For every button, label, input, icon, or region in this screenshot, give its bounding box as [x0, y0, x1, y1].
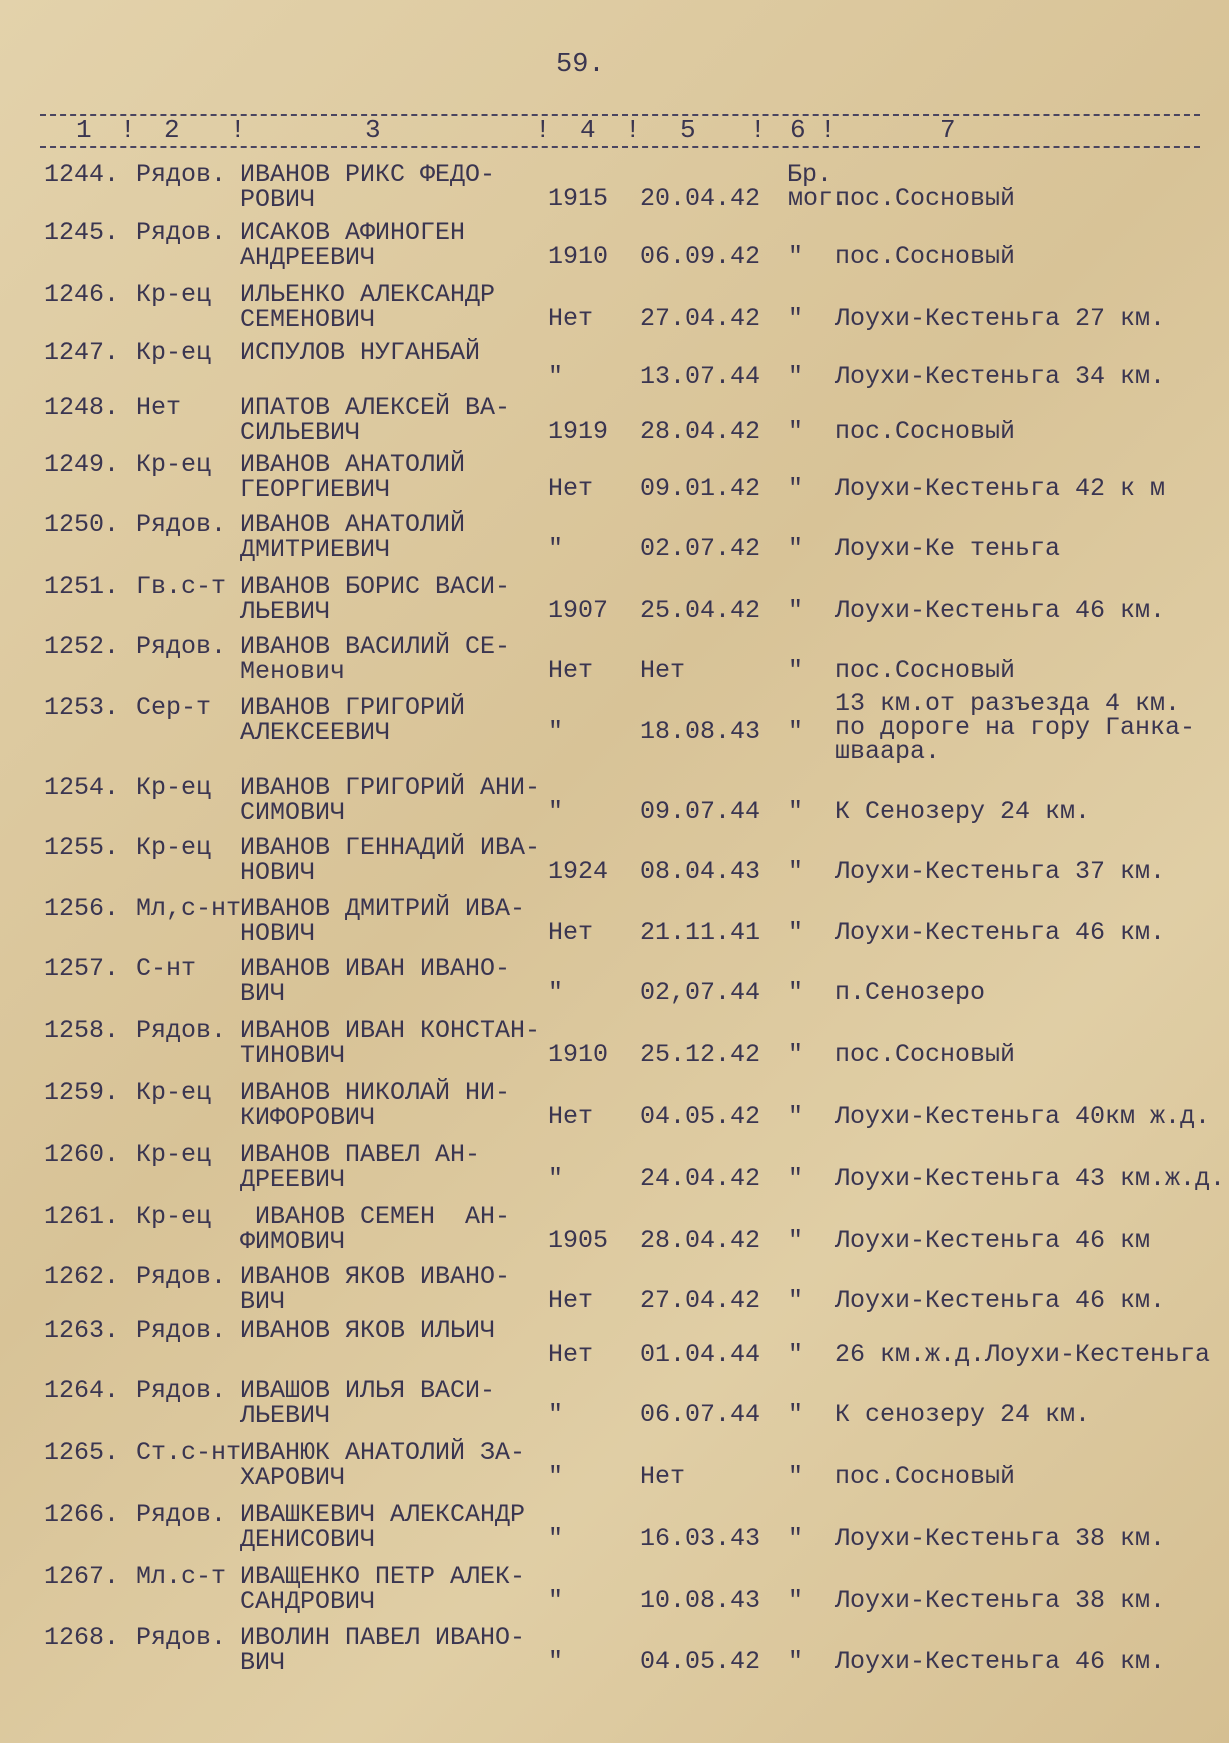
- record-number: 1247.: [44, 338, 120, 367]
- rank: Кр-ец: [136, 833, 212, 862]
- col-sep: !: [820, 115, 836, 145]
- burial-type: ": [788, 596, 804, 625]
- death-date: 06.07.44: [640, 1400, 761, 1429]
- death-date: 20.04.42: [640, 184, 761, 213]
- record-number: 1246.: [44, 280, 120, 309]
- record-number: 1256.: [44, 894, 120, 923]
- rank: Кр-ец: [136, 1140, 212, 1169]
- name-line-1: ИВАШКЕВИЧ АЛЕКСАНДР: [240, 1500, 526, 1529]
- name-line-2: ВИЧ: [240, 1287, 286, 1316]
- birth-year: ": [548, 1647, 564, 1676]
- record-number: 1262.: [44, 1262, 120, 1291]
- birth-year: ": [548, 534, 564, 563]
- burial-type: ": [788, 417, 804, 446]
- name-line-2: ХАРОВИЧ: [240, 1463, 346, 1492]
- burial-type: ": [788, 1164, 804, 1193]
- table-row: [0, 395, 1229, 455]
- table-row: [0, 956, 1229, 1016]
- col-sep: !: [120, 115, 136, 145]
- burial-type: ": [788, 918, 804, 947]
- name-line-1: ИВАНЮК АНАТОЛИЙ ЗА-: [240, 1438, 526, 1467]
- death-date: 27.04.42: [640, 304, 761, 333]
- name-line-2: ВИЧ: [240, 979, 286, 1008]
- name-line-1: ИВАНОВ ПАВЕЛ АН-: [240, 1140, 481, 1169]
- name-line-1: ИВАНОВ БОРИС ВАСИ-: [240, 572, 511, 601]
- name-line-2: ВИЧ: [240, 1648, 286, 1677]
- name-line-1: ИВАНОВ ВАСИЛИЙ СЕ-: [240, 632, 511, 661]
- name-line-1: ИВАНОВ РИКС ФЕДО-: [240, 160, 496, 189]
- rank: Кр-ец: [136, 338, 212, 367]
- rank: Гв.с-т: [136, 572, 227, 601]
- rank: Рядов.: [136, 1623, 227, 1652]
- birth-year: 1924: [548, 857, 609, 886]
- burial-place: пос.Сосновый: [835, 656, 1016, 685]
- birth-year: Нет: [548, 656, 594, 685]
- name-line-1: ИВАНОВ ГРИГОРИЙ АНИ-: [240, 773, 541, 802]
- rank: Рядов.: [136, 1016, 227, 1045]
- name-line-1: ИСПУЛОВ НУГАНБАЙ: [240, 338, 481, 367]
- rank: Рядов.: [136, 160, 227, 189]
- col-sep: !: [230, 115, 246, 145]
- rank: Ст.с-нт: [136, 1438, 242, 1467]
- name-line-1: ИВАНОВ СЕМЕН АН-: [240, 1202, 511, 1231]
- death-date: 28.04.42: [640, 417, 761, 446]
- burial-place: пос.Сосновый: [835, 1462, 1016, 1491]
- header-top-rule: [40, 114, 1200, 116]
- rank: Кр-ец: [136, 773, 212, 802]
- death-date: 08.04.43: [640, 857, 761, 886]
- table-row: [0, 1440, 1229, 1500]
- record-number: 1257.: [44, 954, 120, 983]
- birth-year: Нет: [548, 1286, 594, 1315]
- burial-place: п.Сенозеро: [835, 978, 986, 1007]
- record-number: 1258.: [44, 1016, 120, 1045]
- burial-type: ": [788, 1647, 804, 1676]
- birth-year: ": [548, 1462, 564, 1491]
- name-line-2: НОВИЧ: [240, 919, 316, 948]
- burial-place: Лоухи-Кестеньга 40км ж.д.: [835, 1102, 1211, 1131]
- col-sep: !: [535, 115, 551, 145]
- record-number: 1261.: [44, 1202, 120, 1231]
- name-line-1: ИВАНОВ ЯКОВ ИВАНО-: [240, 1262, 511, 1291]
- burial-place: Лоухи-Кестеньга 27 км.: [835, 304, 1166, 333]
- death-date: 16.03.43: [640, 1524, 761, 1553]
- burial-type: ": [788, 1400, 804, 1429]
- burial-place: пос.Сосновый: [835, 242, 1016, 271]
- name-line-2: ДЕНИСОВИЧ: [240, 1525, 376, 1554]
- burial-type: ": [788, 1102, 804, 1131]
- name-line-2: СЕМЕНОВИЧ: [240, 305, 376, 334]
- record-number: 1267.: [44, 1562, 120, 1591]
- name-line-2: СИЛЬЕВИЧ: [240, 418, 361, 447]
- table-row: [0, 512, 1229, 572]
- death-date: 25.04.42: [640, 596, 761, 625]
- name-line-2: КИФОРОВИЧ: [240, 1103, 376, 1132]
- table-row: [0, 689, 1229, 766]
- name-line-1: ИВАНОВ ИВАН ИВАНО-: [240, 954, 511, 983]
- name-line-2: ЛЬЕВИЧ: [240, 1401, 331, 1430]
- burial-type: ": [788, 1340, 804, 1369]
- birth-year: ": [548, 797, 564, 826]
- burial-type: ": [788, 1226, 804, 1255]
- name-line-2: ТИНОВИЧ: [240, 1041, 346, 1070]
- burial-place: Лоухи-Кестеньга 46 км.: [835, 918, 1166, 947]
- name-line-2: Менович: [240, 657, 346, 686]
- name-line-1: ИВАШОВ ИЛЬЯ ВАСИ-: [240, 1376, 496, 1405]
- death-date: 09.07.44: [640, 797, 761, 826]
- name-line-1: ИВАНОВ НИКОЛАЙ НИ-: [240, 1078, 511, 1107]
- name-line-2: АЛЕКСЕЕВИЧ: [240, 718, 391, 747]
- burial-type: ": [788, 1286, 804, 1315]
- death-date: 04.05.42: [640, 1647, 761, 1676]
- death-date: 02,07.44: [640, 978, 761, 1007]
- rank: С-нт: [136, 954, 197, 983]
- burial-place: 13 км.от разъезда 4 км.: [835, 689, 1181, 718]
- burial-place-line-2: по дороге на гору Ганка-: [835, 713, 1196, 742]
- rank: Сер-т: [136, 693, 212, 722]
- name-line-2: РОВИЧ: [240, 185, 316, 214]
- table-row: [0, 1564, 1229, 1624]
- name-line-2: АНДРЕЕВИЧ: [240, 243, 376, 272]
- birth-year: 1910: [548, 1040, 609, 1069]
- burial-type: ": [788, 362, 804, 391]
- record-number: 1252.: [44, 632, 120, 661]
- table-row: [0, 220, 1229, 280]
- rank: Рядов.: [136, 510, 227, 539]
- burial-type-line-1: Бр.: [787, 160, 833, 189]
- record-number: 1259.: [44, 1078, 120, 1107]
- col-header-4: 4: [580, 115, 596, 145]
- burial-place: К сенозеру 24 км.: [835, 1400, 1091, 1429]
- birth-year: 1910: [548, 242, 609, 271]
- table-row: [0, 1318, 1229, 1378]
- death-date: 02.07.42: [640, 534, 761, 563]
- table-row: [0, 1018, 1229, 1078]
- death-date: 01.04.44: [640, 1340, 761, 1369]
- rank: Нет: [136, 393, 182, 422]
- birth-year: ": [548, 1164, 564, 1193]
- name-line-1: ИПАТОВ АЛЕКСЕЙ ВА-: [240, 393, 511, 422]
- burial-place: Лоухи-Кестеньга 43 км.ж.д.: [835, 1164, 1226, 1193]
- birth-year: 1919: [548, 417, 609, 446]
- birth-year: 1905: [548, 1226, 609, 1255]
- burial-place: Лоухи-Кестеньга 38 км.: [835, 1586, 1166, 1615]
- record-number: 1264.: [44, 1376, 120, 1405]
- birth-year: ": [548, 978, 564, 1007]
- name-line-1: ИСАКОВ АФИНОГЕН: [240, 218, 466, 247]
- death-date: 09.01.42: [640, 474, 761, 503]
- burial-place: Лоухи-Кестеньга 46 км: [835, 1226, 1151, 1255]
- burial-place: Лоухи-Ке теньга: [835, 534, 1061, 563]
- table-row: [0, 574, 1229, 634]
- birth-year: ": [548, 362, 564, 391]
- birth-year: Нет: [548, 1102, 594, 1131]
- name-line-1: ИВАЩЕНКО ПЕТР АЛЕК-: [240, 1562, 526, 1591]
- name-line-1: ИВАНОВ ГРИГОРИЙ: [240, 693, 466, 722]
- burial-type: ": [788, 242, 804, 271]
- burial-place: Лоухи-Кестеньга 42 к м: [835, 474, 1166, 503]
- table-row: [0, 452, 1229, 512]
- birth-year: Нет: [548, 918, 594, 947]
- burial-type: ": [788, 978, 804, 1007]
- name-line-2: ДМИТРИЕВИЧ: [240, 535, 391, 564]
- burial-place: Лоухи-Кестеньга 46 км.: [835, 1286, 1166, 1315]
- burial-place: Лоухи-Кестеньга 46 км.: [835, 1647, 1166, 1676]
- burial-place: 26 км.ж.д.Лоухи-Кестеньга: [835, 1340, 1211, 1369]
- header-bottom-rule: [40, 146, 1200, 148]
- death-date: 06.09.42: [640, 242, 761, 271]
- record-number: 1263.: [44, 1316, 120, 1345]
- death-date: 10.08.43: [640, 1586, 761, 1615]
- col-header-7: 7: [940, 115, 956, 145]
- rank: Рядов.: [136, 218, 227, 247]
- rank: Кр-ец: [136, 1078, 212, 1107]
- table-row: [0, 1142, 1229, 1202]
- col-header-3: 3: [365, 115, 381, 145]
- table-row: [0, 835, 1229, 895]
- birth-year: Нет: [548, 474, 594, 503]
- record-number: 1260.: [44, 1140, 120, 1169]
- name-line-2: НОВИЧ: [240, 858, 316, 887]
- rank: Мл,с-нт: [136, 894, 242, 923]
- name-line-1: ИВАНОВ ДМИТРИЙ ИВА-: [240, 894, 526, 923]
- burial-type: ": [788, 534, 804, 563]
- death-date: 27.04.42: [640, 1286, 761, 1315]
- burial-place: Лоухи-Кестеньга 34 км.: [835, 362, 1166, 391]
- birth-year: Нет: [548, 1340, 594, 1369]
- death-date: Нет: [640, 1462, 686, 1491]
- record-number: 1265.: [44, 1438, 120, 1467]
- burial-type: ": [788, 1586, 804, 1615]
- burial-place-line-3: шваара.: [835, 737, 941, 766]
- death-date: 18.08.43: [640, 717, 761, 746]
- burial-place: пос.Сосновый: [835, 417, 1016, 446]
- birth-year: ": [548, 1524, 564, 1553]
- death-date: 28.04.42: [640, 1226, 761, 1255]
- col-header-2: 2: [164, 115, 180, 145]
- burial-type: ": [788, 304, 804, 333]
- record-number: 1251.: [44, 572, 120, 601]
- death-date: Нет: [640, 656, 686, 685]
- col-sep: !: [625, 115, 641, 145]
- burial-place: Лоухи-Кестеньга 37 км.: [835, 857, 1166, 886]
- record-number: 1249.: [44, 450, 120, 479]
- name-line-1: ИВАНОВ АНАТОЛИЙ: [240, 450, 466, 479]
- burial-type: ": [788, 857, 804, 886]
- rank: Рядов.: [136, 1500, 227, 1529]
- burial-place: Лоухи-Кестеньга 46 км.: [835, 596, 1166, 625]
- table-row: [0, 1080, 1229, 1140]
- record-number: 1250.: [44, 510, 120, 539]
- rank: Рядов.: [136, 1376, 227, 1405]
- birth-year: Нет: [548, 304, 594, 333]
- record-number: 1268.: [44, 1623, 120, 1652]
- record-number: 1266.: [44, 1500, 120, 1529]
- death-date: 24.04.42: [640, 1164, 761, 1193]
- table-row: [0, 896, 1229, 956]
- rank: Рядов.: [136, 632, 227, 661]
- birth-year: ": [548, 1400, 564, 1429]
- name-line-1: ИВАНОВ АНАТОЛИЙ: [240, 510, 466, 539]
- name-line-2: ДРЕЕВИЧ: [240, 1165, 346, 1194]
- record-number: 1255.: [44, 833, 120, 862]
- death-date: 21.11.41: [640, 918, 761, 947]
- burial-place: пос.Сосновый: [835, 1040, 1016, 1069]
- name-line-1: ИВАНОВ ЯКОВ ИЛЬИЧ: [240, 1316, 496, 1345]
- table-row: [0, 162, 1229, 222]
- rank: Рядов.: [136, 1316, 227, 1345]
- col-header-1: 1: [76, 115, 92, 145]
- col-header-6: 6: [790, 115, 806, 145]
- burial-place: пос.Сосновый: [835, 184, 1016, 213]
- burial-type: ": [788, 656, 804, 685]
- record-number: 1248.: [44, 393, 120, 422]
- name-line-1: ИЛЬЕНКО АЛЕКСАНДР: [240, 280, 496, 309]
- name-line-1: ИВОЛИН ПАВЕЛ ИВАНО-: [240, 1623, 526, 1652]
- rank: Кр-ец: [136, 1202, 212, 1231]
- birth-year: 1907: [548, 596, 609, 625]
- table-row: [0, 1204, 1229, 1264]
- birth-year: ": [548, 1586, 564, 1615]
- burial-type: ": [788, 1524, 804, 1553]
- table-row: [0, 282, 1229, 342]
- burial-type: мог.: [788, 184, 849, 213]
- death-date: 04.05.42: [640, 1102, 761, 1131]
- name-line-1: ИВАНОВ ИВАН КОНСТАН-: [240, 1016, 541, 1045]
- burial-place: К Сенозеру 24 км.: [835, 797, 1091, 826]
- name-line-2: ГЕОРГИЕВИЧ: [240, 475, 391, 504]
- burial-type: ": [788, 1462, 804, 1491]
- table-row: [0, 1502, 1229, 1562]
- name-line-2: ФИМОВИЧ: [240, 1227, 346, 1256]
- burial-type: ": [788, 797, 804, 826]
- table-row: [0, 1378, 1229, 1438]
- col-sep: !: [750, 115, 766, 145]
- burial-place: Лоухи-Кестеньга 38 км.: [835, 1524, 1166, 1553]
- birth-year: 1915: [548, 184, 609, 213]
- death-date: 13.07.44: [640, 362, 761, 391]
- name-line-2: САНДРОВИЧ: [240, 1587, 376, 1616]
- page-number: 59.: [556, 50, 605, 80]
- table-row: [0, 634, 1229, 694]
- table-row: [0, 340, 1229, 400]
- col-header-5: 5: [680, 115, 696, 145]
- record-number: 1254.: [44, 773, 120, 802]
- table-row: [0, 775, 1229, 835]
- record-number: 1253.: [44, 693, 120, 722]
- birth-year: ": [548, 717, 564, 746]
- burial-type: ": [788, 717, 804, 746]
- burial-type: ": [788, 474, 804, 503]
- death-date: 25.12.42: [640, 1040, 761, 1069]
- name-line-2: ЛЬЕВИЧ: [240, 597, 331, 626]
- burial-type: ": [788, 1040, 804, 1069]
- rank: Рядов.: [136, 1262, 227, 1291]
- table-row: [0, 1625, 1229, 1685]
- rank: Кр-ец: [136, 450, 212, 479]
- rank: Мл.с-т: [136, 1562, 227, 1591]
- record-number: 1245.: [44, 218, 120, 247]
- table-row: [0, 1264, 1229, 1324]
- name-line-1: ИВАНОВ ГЕННАДИЙ ИВА-: [240, 833, 541, 862]
- rank: Кр-ец: [136, 280, 212, 309]
- name-line-2: СИМОВИЧ: [240, 798, 346, 827]
- record-number: 1244.: [44, 160, 120, 189]
